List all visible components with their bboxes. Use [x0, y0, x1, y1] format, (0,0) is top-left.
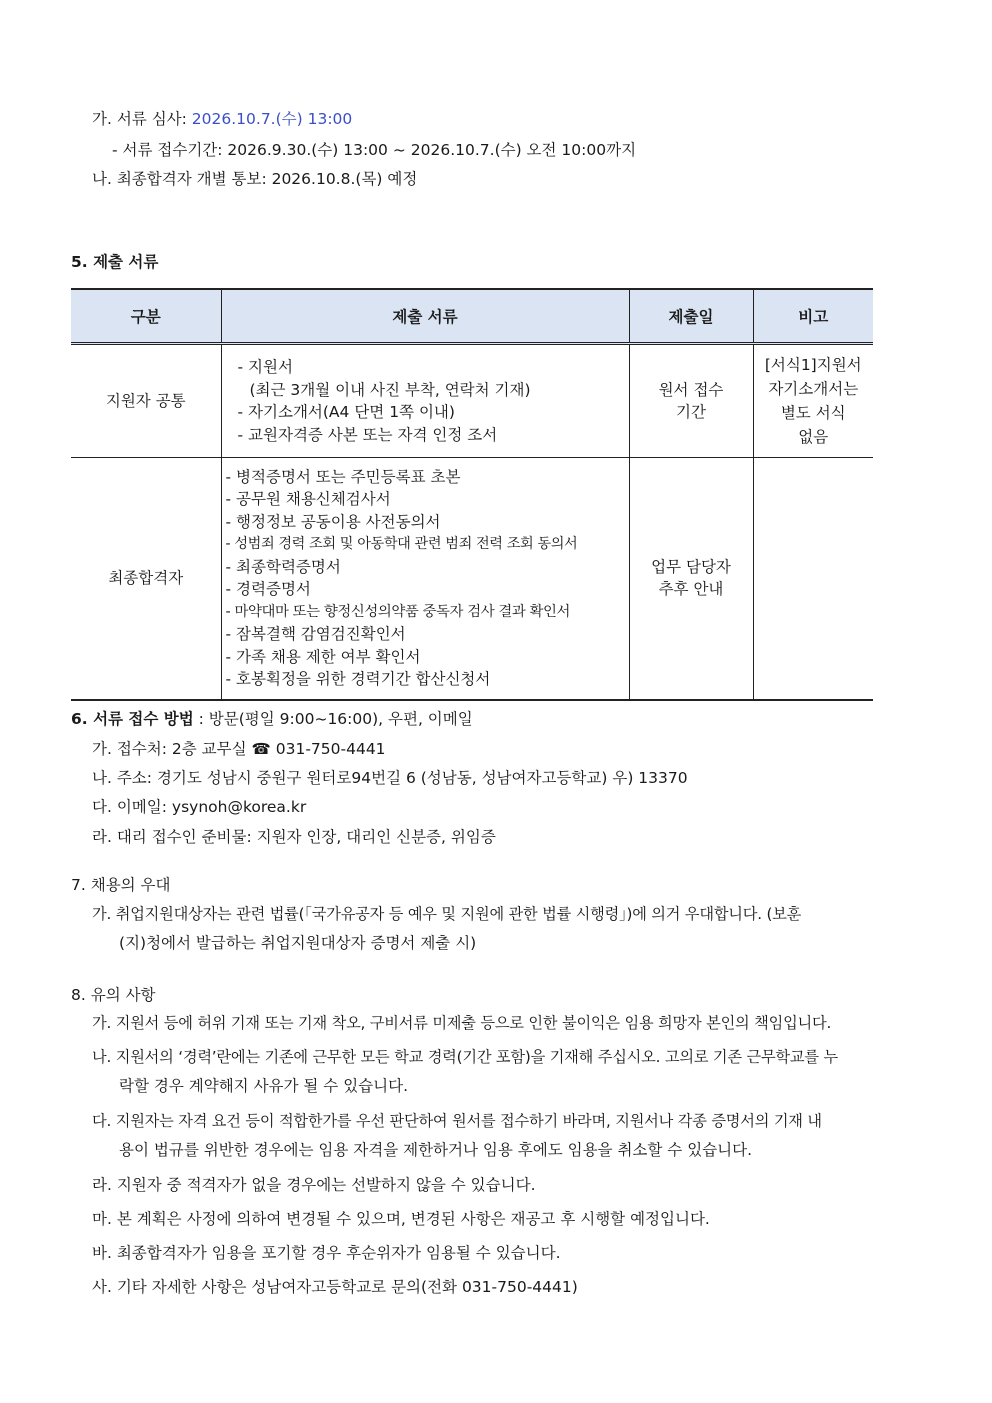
review-label: 가. 서류 심사: — [92, 110, 192, 128]
note-line: 별도 서식 — [780, 404, 846, 422]
section8-item: 바. 최종합격자가 임용을 포기할 경우 후순위자가 임용될 수 있습니다. — [92, 1244, 561, 1262]
note-line: [서식1]지원서 — [764, 356, 862, 374]
section8-item: 가. 지원서 등에 허위 기재 또는 기재 착오, 구비서류 미제출 등으로 인한 불이익은 임용 희망자 본인의 책임입니다. — [92, 1014, 832, 1032]
submission-period: - 서류 접수기간: 2026.9.30.(수) 13:00 ~ 2026.10.7.(수) 오전 10:00까지 — [112, 141, 637, 159]
document-item: - 성범죄 경력 조회 및 아동학대 관련 범죄 전력 조회 동의서 — [225, 536, 578, 553]
document-item: - 최종학력증명서 — [225, 557, 341, 576]
document-item: (최근 3개월 이내 사진 부착, 연락처 기재) — [249, 380, 531, 399]
review-datetime: 2026.10.7.(수) 13:00 — [191, 110, 353, 128]
section5-title: 5. 제출 서류 — [71, 253, 159, 271]
header-note: 비고 — [753, 289, 873, 344]
section6-item: 가. 접수처: 2층 교무실 ☎ 031-750-4441 — [92, 740, 386, 758]
table-row — [71, 458, 873, 700]
header-category: 구분 — [71, 289, 221, 344]
final-notice: 나. 최종합격자 개별 통보: 2026.10.8.(목) 예정 — [92, 170, 418, 188]
section6-title: 6. 서류 접수 방법 — [71, 710, 194, 728]
document-item: - 교원자격증 사본 또는 자격 인정 조서 — [237, 425, 498, 444]
document-item: - 지원서 — [237, 358, 293, 376]
section8-item: 마. 본 계획은 사정에 의하여 변경될 수 있으며, 변경된 사항은 재공고 후 시행할 예정입니다. — [92, 1210, 710, 1228]
row-category: 최종합격자 — [71, 458, 221, 700]
header-date: 제출일 — [629, 289, 753, 344]
date-line: 기간 — [676, 403, 706, 421]
document-item: - 마약대마 또는 향정신성의약품 중독자 검사 결과 확인서 — [225, 603, 571, 620]
section7-item-line2: (지)청에서 발급하는 취업지원대상자 증명서 제출 시) — [119, 934, 477, 952]
note-line: 없음 — [798, 428, 829, 446]
section8-item: 락할 경우 계약해지 사유가 될 수 있습니다. — [119, 1077, 409, 1095]
section8-item: 용이 법규를 위반한 경우에는 임용 자격을 제한하거나 임용 후에도 임용을 취소할 수 있습니다. — [119, 1141, 753, 1159]
section7-title: 7. 채용의 우대 — [71, 876, 171, 894]
section8-item: 다. 지원자는 자격 요건 등이 적합한가를 우선 판단하여 원서를 접수하기 바라며, 지원서나 각종 증명서의 기재 내 — [92, 1112, 822, 1130]
date-line: 추후 안내 — [658, 580, 724, 599]
section6-method: : 방문(평일 9:00~16:00), 우편, 이메일 — [193, 710, 473, 728]
section8-item: 나. 지원서의 ‘경력’란에는 기존에 근무한 모든 학교 경력(기간 포함)을 기재해 주십시오. 고의로 기존 근무학교를 누 — [92, 1048, 838, 1066]
table-header-row — [71, 289, 873, 344]
document-item: - 잠복결핵 감염검진확인서 — [225, 625, 406, 644]
section6-heading — [71, 707, 473, 731]
document-item: - 행정정보 공동이용 사전동의서 — [225, 512, 441, 531]
document-item: - 가족 채용 제한 여부 확인서 — [225, 647, 421, 666]
row-date — [629, 344, 753, 458]
document-item: - 공무원 채용신체검사서 — [225, 490, 391, 509]
section8-item: 사. 기타 자세한 사항은 성남여자고등학교로 문의(전화 031-750-4441) — [92, 1278, 578, 1296]
date-line: 원서 접수 — [658, 380, 724, 399]
document-item: - 자기소개서(A4 단면 1쪽 이내) — [237, 403, 455, 421]
row-note — [753, 344, 873, 458]
section8-item: 라. 지원자 중 적격자가 없을 경우에는 선발하지 않을 수 있습니다. — [92, 1176, 536, 1194]
document-item: - 병적증명서 또는 주민등록표 초본 — [225, 467, 461, 486]
note-line: 자기소개서는 — [768, 380, 859, 398]
section8-title: 8. 유의 사항 — [71, 986, 156, 1004]
document-item: - 경력증명서 — [225, 580, 311, 599]
header-documents: 제출 서류 — [221, 289, 629, 344]
row-documents — [221, 344, 629, 458]
row-documents — [221, 458, 629, 700]
row-note — [753, 458, 873, 700]
row-category: 지원자 공통 — [71, 344, 221, 458]
table-row — [71, 344, 873, 458]
review-schedule-line — [92, 107, 352, 131]
section7-item-line1: 가. 취업지원대상자는 관련 법률(「국가유공자 등 예우 및 지원에 관한 법률 시행령」)에 의거 우대합니다. (보훈 — [92, 905, 802, 923]
section6-item: 다. 이메일: ysynoh@korea.kr — [92, 798, 307, 816]
date-line: 업무 담당자 — [651, 557, 731, 576]
section6-item: 라. 대리 접수인 준비물: 지원자 인장, 대리인 신분증, 위임증 — [92, 828, 496, 846]
documents-table — [71, 288, 873, 701]
section6-item: 나. 주소: 경기도 성남시 중원구 원터로94번길 6 (성남동, 성남여자고등학교) 우) 13370 — [92, 769, 688, 787]
row-date — [629, 458, 753, 700]
document-item: - 호봉획정을 위한 경력기간 합산신청서 — [225, 670, 491, 689]
